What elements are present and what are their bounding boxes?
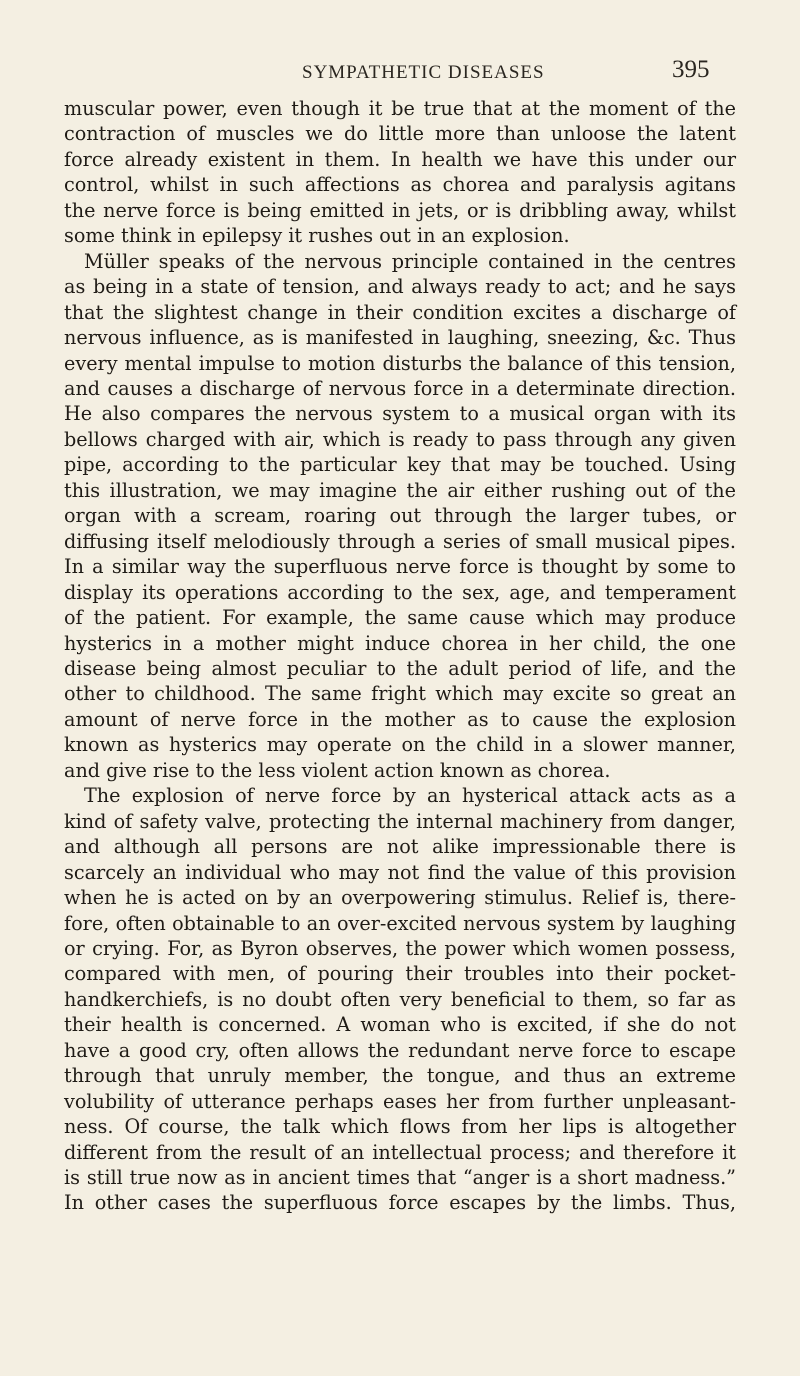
text-line: as being in a state of tension, and always ready to act; and he says xyxy=(64,275,736,299)
body-text xyxy=(64,96,736,1216)
text-line: force already existent in them. In health we have this under our xyxy=(64,147,736,171)
text-line: the nerve force is being emitted in jets, or is dribbling away, whilst xyxy=(64,198,736,222)
text-line: known as hysterics may operate on the child in a slower manner, xyxy=(64,733,736,757)
text-line: handkerchiefs, is no doubt often very beneficial to them, so far as xyxy=(64,987,736,1011)
text-line: nervous influence, as is manifested in laughing, sneezing, &c. Thus xyxy=(64,326,736,350)
text-line: The explosion of nerve force by an hysterical attack acts as a xyxy=(84,784,736,808)
text-line: when he is acted on by an overpowering stimulus. Relief is, there- xyxy=(64,886,736,910)
text-line: volubility of utterance perhaps eases her from further unpleasant- xyxy=(64,1089,736,1113)
text-line: that the slightest change in their condition excites a discharge of xyxy=(64,300,736,324)
text-line: fore, often obtainable to an over-excited nervous system by laughing xyxy=(64,911,736,935)
text-line: compared with men, of pouring their troubles into their pocket- xyxy=(64,962,736,986)
text-line: pipe, according to the particular key that may be touched. Using xyxy=(64,453,736,477)
text-line: Müller speaks of the nervous principle contained in the centres xyxy=(84,249,736,273)
running-head: SYMPATHETIC DISEASES xyxy=(302,62,545,83)
text-line: contraction of muscles we do little more than unloose the latent xyxy=(64,122,736,146)
text-line: have a good cry, often allows the redundant nerve force to escape xyxy=(64,1038,736,1062)
text-line: amount of nerve force in the mother as to cause the explosion xyxy=(64,707,736,731)
text-line: every mental impulse to motion disturbs the balance of this tension, xyxy=(64,351,736,375)
text-line: bellows charged with air, which is ready to pass through any given xyxy=(64,427,736,451)
page-number: 395 xyxy=(672,56,710,83)
text-line: diffusing itself melodiously through a series of small musical pipes. xyxy=(64,529,736,553)
text-line: disease being almost peculiar to the adult period of life, and the xyxy=(64,656,736,680)
text-line: In other cases the superfluous force escapes by the limbs. Thus, xyxy=(64,1191,736,1215)
text-line: and although all persons are not alike impressionable there is xyxy=(64,835,736,859)
text-line: scarcely an individual who may not find the value of this provision xyxy=(64,860,736,884)
text-line: of the patient. For example, the same cause which may produce xyxy=(64,606,736,630)
text-line: kind of safety valve, protecting the internal machinery from danger, xyxy=(64,809,736,833)
text-line: some think in epilepsy it rushes out in an explosion. xyxy=(64,224,570,248)
text-line: control, whilst in such affections as chorea and paralysis agitans xyxy=(64,173,736,197)
text-line: organ with a scream, roaring out through the larger tubes, or xyxy=(64,504,736,528)
text-line: different from the result of an intellectual process; and therefore it xyxy=(64,1140,736,1164)
text-line: their health is concerned. A woman who is excited, if she do not xyxy=(64,1013,736,1037)
text-line: and give rise to the less violent action known as chorea. xyxy=(64,758,611,782)
text-line: In a similar way the superfluous nerve force is thought by some to xyxy=(64,555,736,579)
text-line: this illustration, we may imagine the air either rushing out of the xyxy=(64,478,736,502)
text-line: ness. Of course, the talk which flows from her lips is altogether xyxy=(64,1115,736,1139)
text-line: He also compares the nervous system to a musical organ with its xyxy=(64,402,736,426)
text-line: other to childhood. The same fright which may excite so great an xyxy=(64,682,736,706)
text-line: muscular power, even though it be true that at the moment of the xyxy=(64,97,736,120)
text-line: hysterics in a mother might induce chorea in her child, the one xyxy=(64,631,736,655)
text-line: or crying. For, as Byron observes, the power which women possess, xyxy=(64,936,736,960)
text-line: display its operations according to the sex, age, and temperament xyxy=(64,580,736,604)
text-line: is still true now as in ancient times that “anger is a short madness.” xyxy=(64,1166,736,1190)
text-line: through that unruly member, the tongue, and thus an extreme xyxy=(64,1064,736,1088)
text-line: and causes a discharge of nervous force in a determinate direction. xyxy=(64,376,736,400)
